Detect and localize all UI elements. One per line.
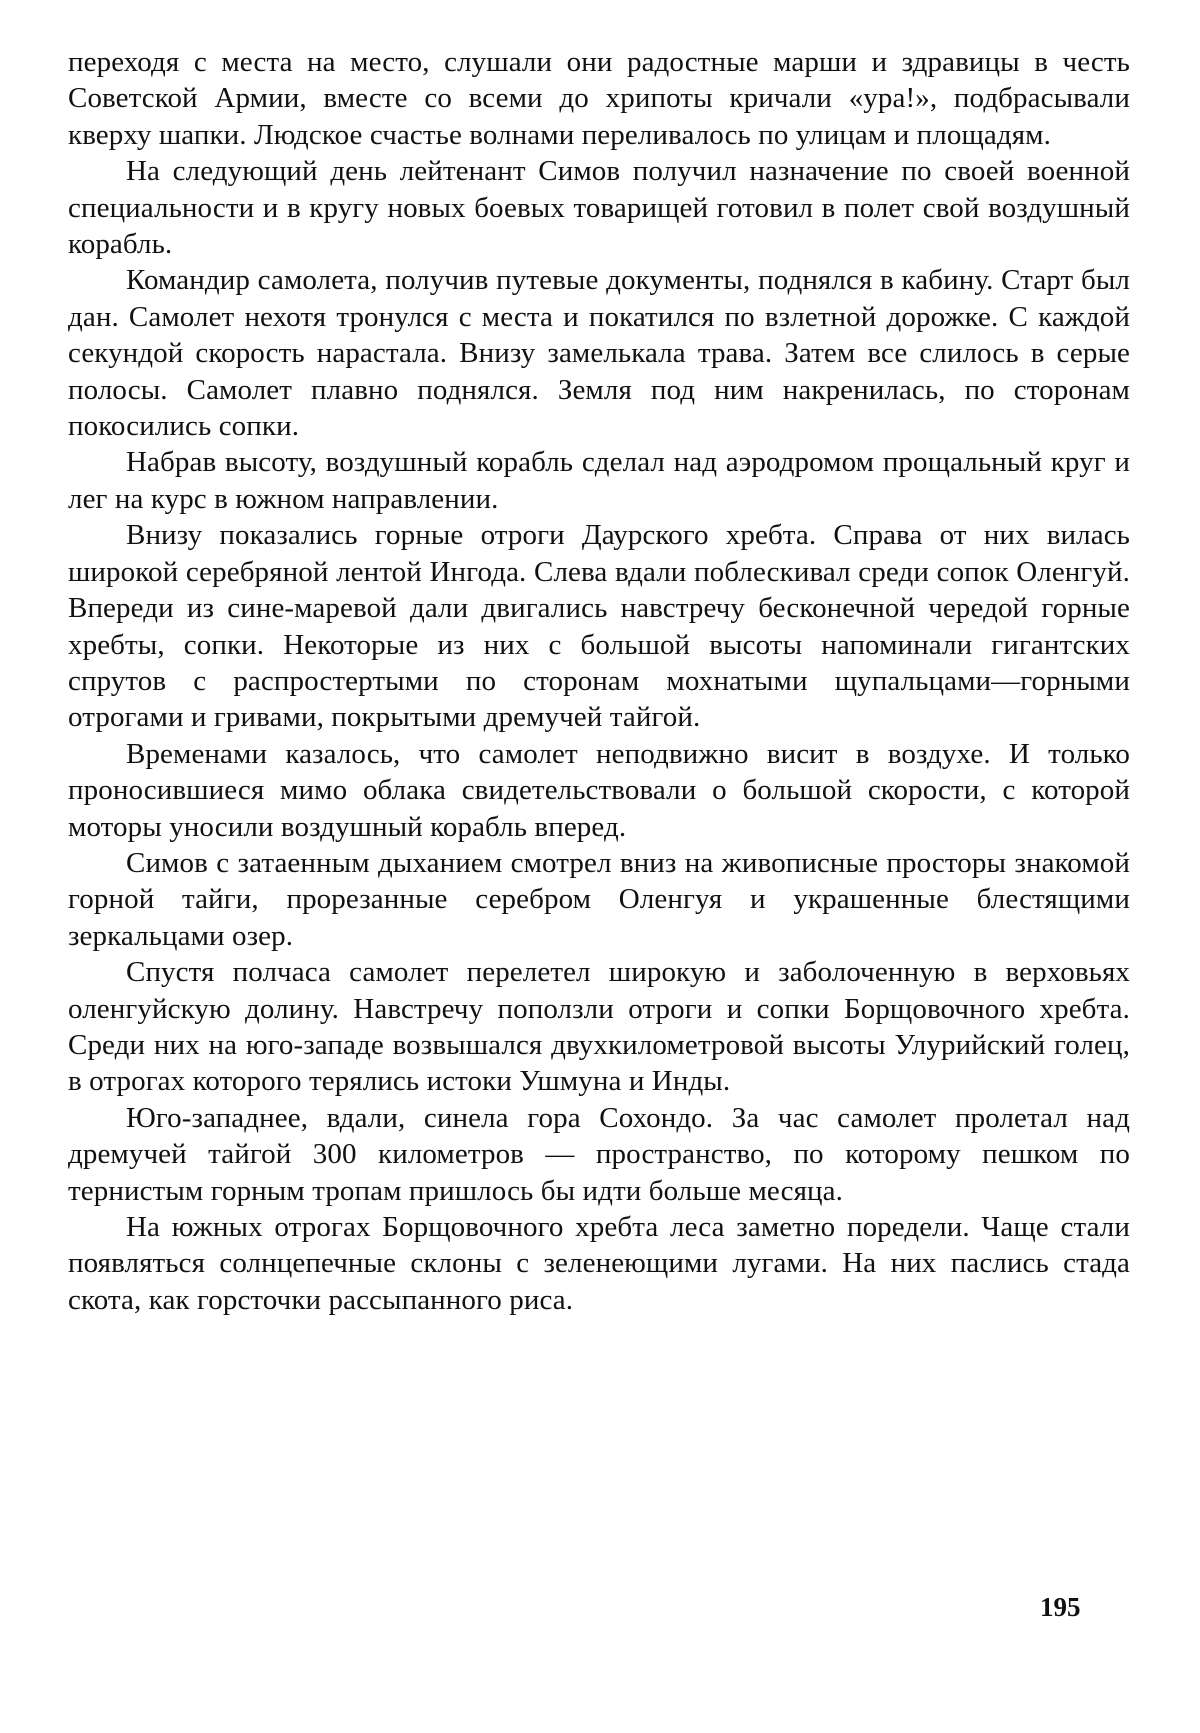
page-number: 195 (1040, 1592, 1081, 1622)
paragraph-7: Симов с затаенным дыханием смотрел вниз на живописные просторы знакомой горной тайги, прорезанные серебром Оленгуя и украшенные блестящими зеркальцами озер. (68, 846, 1130, 952)
paragraph-2: На следующий день лейтенант Симов получил назначение по своей военной специальности и в кругу новых боевых товарищей готовил в полет свой воздушный корабль. (68, 155, 1130, 261)
paragraph-1: переходя с места на место, слушали они радостные марши и здравицы в честь Советской Армии, вместе со всеми до хрипоты кричали «ура!», подбрасывали кверху шапки. Людское счастье волнами переливалось по улицам и площадям. (68, 46, 1130, 151)
paragraph-6: Временами казалось, что самолет неподвижно висит в воздухе. И только проносившиеся мимо облака свидетельствовали о большой скорости, с которой моторы уносили воздушный корабль вперед. (68, 737, 1130, 843)
paragraph-8: Спустя полчаса самолет перелетел широкую и заболоченную в верховьях оленгуйскую долину. Навстречу поползли отроги и сопки Борщовочного хребта. Среди них на юго-западе возвышался двухкилометровой высоты Улурийский голец, в отрогах которого терялись истоки Ушмуна и Инды. (68, 956, 1130, 1098)
page-body (68, 44, 1130, 1318)
paragraph-5: Внизу показались горные отроги Даурского хребта. Справа от них вилась широкой серебряной лентой Ингода. Слева вдали поблескивал среди сопок Оленгуй. Впереди из сине-маревой дали двигались навстречу бесконечной чередой горные хребты, сопки. Некоторые из них с большой высоты напоминали гигантских спрутов с распростертыми по сторонам мохнатыми щупальцами—горными отрогами и гривами, покрытыми дремучей тайгой. (68, 519, 1130, 734)
paragraph-9: Юго-западнее, вдали, синела гора Сохондо. За час самолет пролетал над дремучей тайгой 300 километров — пространство, по которому пешком по тернистым горным тропам пришлось бы идти больше месяца. (68, 1101, 1130, 1207)
paragraph-3: Командир самолета, получив путевые документы, поднялся в кабину. Старт был дан. Самолет нехотя тронулся с места и покатился по взлетной дорожке. С каждой секундой скорость нарастала. Внизу замелькала трава. Затем все слилось в серые полосы. Самолет плавно поднялся. Земля под ним накренилась, по сторонам покосились сопки. (68, 264, 1130, 443)
paragraph-4: Набрав высоту, воздушный корабль сделал над аэродромом прощальный круг и лег на курс в южном направлении. (68, 446, 1130, 515)
paragraph-10: На южных отрогах Борщовочного хребта леса заметно поредели. Чаще стали появляться солнцепечные склоны с зеленеющими лугами. На них паслись стада скота, как горсточки рассыпанного риса. (68, 1211, 1130, 1316)
